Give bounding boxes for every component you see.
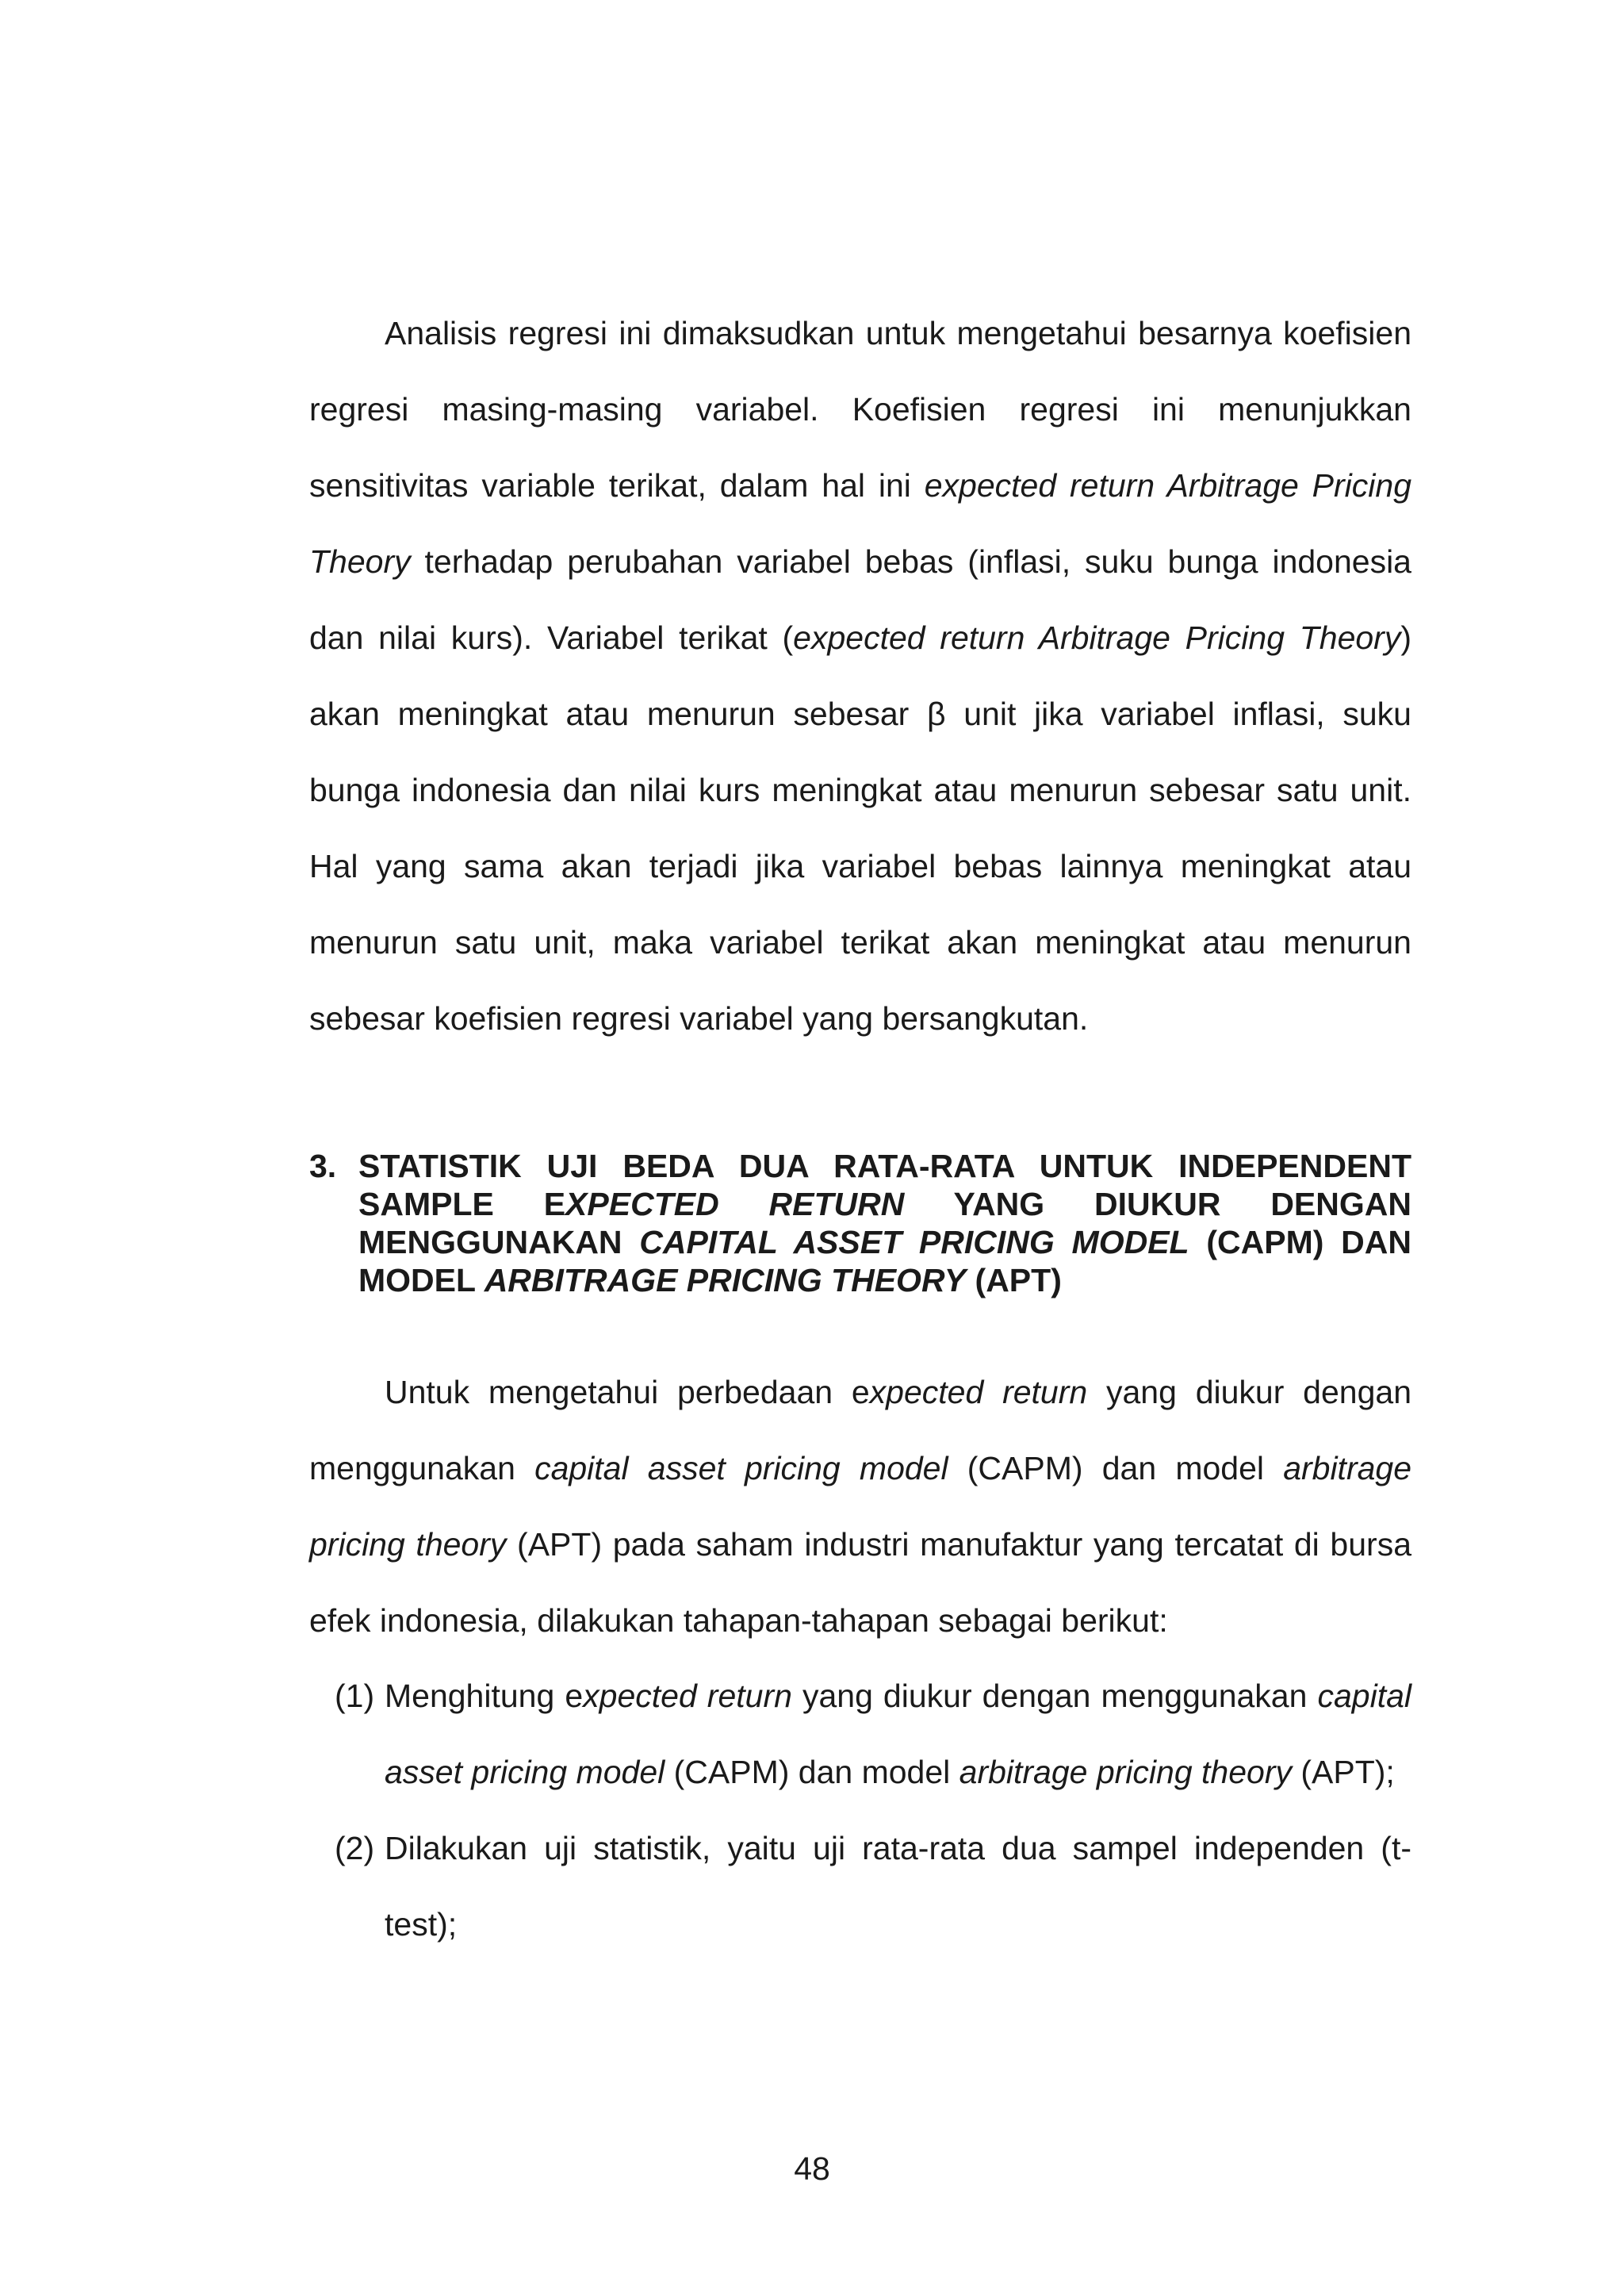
list-item-text: Dilakukan uji statistik, yaitu uji rata-rata dua sampel independen (t-test); [385, 1830, 1411, 1943]
list-item-text: Menghitung expected return yang diukur dengan menggunakan capital asset pricing model (CAPM) dan model arbitrage pricing theory (APT); [385, 1678, 1411, 1790]
body-paragraph-regression: Analisis regresi ini dimaksudkan untuk mengetahui besarnya koefisien regresi masing-masing variabel. Koefisien regresi ini menunjukkan sensitivitas variable terikat, dalam hal ini expected return Arbitrage Pricing Theory terhadap perubahan variabel bebas (inflasi, suku bunga indonesia dan nilai kurs). Variabel terikat (expected return Arbitrage Pricing Theory) akan meningkat atau menurun sebesar β unit jika variabel inflasi, suku bunga indonesia dan nilai kurs meningkat atau menurun sebesar satu unit. Hal yang sama akan terjadi jika variabel bebas lainnya meningkat atau menurun satu unit, maka variabel terikat akan meningkat atau menurun sebesar koefisien regresi variabel yang bersangkutan. [309, 315, 1411, 1037]
section-title: STATISTIK UJI BEDA DUA RATA-RATA UNTUK INDEPENDENT SAMPLE EXPECTED RETURN YANG DIUKUR DENGAN MENGGUNAKAN CAPITAL ASSET PRICING MODEL (CAPM) DAN MODEL ARBITRAGE PRICING THEORY (APT) [358, 1148, 1411, 1298]
list-item [309, 1658, 1411, 1810]
page-number: 48 [794, 2150, 830, 2187]
body-paragraph-steps-intro: Untuk mengetahui perbedaan expected return yang diukur dengan menggunakan capital asset pricing model (CAPM) dan model arbitrage pricing theory (APT) pada saham industri manufaktur yang tercatat di bursa efek indonesia, dilakukan tahapan-tahapan sebagai berikut: [309, 1374, 1412, 1639]
list-marker: (1) [335, 1678, 375, 1714]
section-number: 3. [309, 1148, 337, 1184]
steps-list [309, 1658, 1411, 1962]
section-heading [309, 1147, 1411, 1299]
list-marker: (2) [335, 1830, 375, 1866]
list-item [309, 1810, 1411, 1962]
